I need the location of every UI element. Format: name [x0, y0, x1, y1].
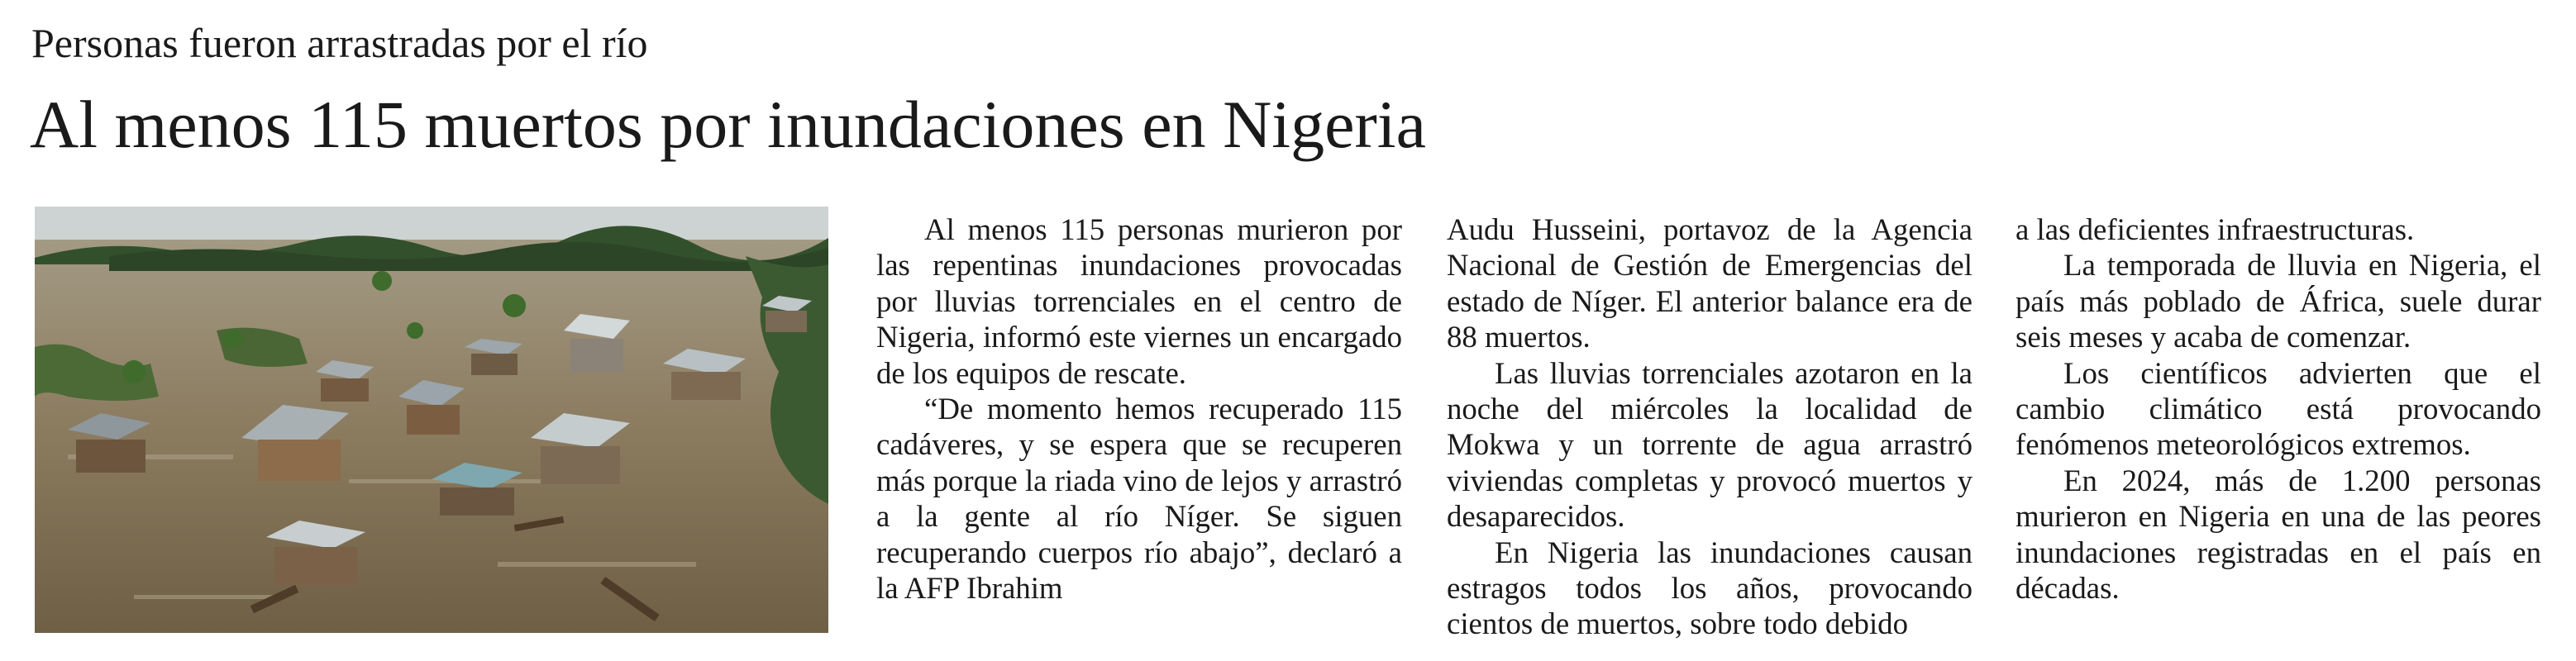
paragraph: “De momento hemos recuperado 115 cadáveres, y se espera que se recuperen más porque la riada vino de lejos y arrastró a la gente al río Níger. Se siguen recuperando cuerpos río abajo”, declaró a la AFP Ibrahim [876, 392, 1402, 606]
paragraph: Al menos 115 personas murieron por las repentinas inundaciones provocadas por lluvias torrenciales en el centro de Nigeria, informó este viernes un encargado de los equipos de rescate. [876, 212, 1402, 390]
article-column-1 [876, 212, 1402, 606]
paragraph: En 2024, más de 1.200 personas murieron en Nigeria en una de las peores inundaciones registradas en el país en décadas. [2015, 463, 2541, 606]
paragraph: Las lluvias torrenciales azotaron en la noche del miércoles la localidad de Mokwa y un torrente de agua arrastró viviendas completas y provocó muertos y desaparecidos. [1447, 355, 1973, 534]
flooded-village-photo [35, 207, 828, 633]
paragraph: En Nigeria las inundaciones causan estragos todos los años, provocando cientos de muertos, sobre todo debido [1447, 535, 1973, 641]
article-column-2 [1447, 212, 1973, 642]
paragraph: Audu Husseini, portavoz de la Agencia Nacional de Gestión de Emergencias del estado de Níger. El anterior balance era de 88 muertos. [1447, 212, 1973, 354]
paragraph: La temporada de lluvia en Nigeria, el país más poblado de África, suele durar seis meses y acaba de comenzar. [2015, 248, 2541, 354]
article-headline: Al menos 115 muertos por inundaciones en Nigeria [30, 87, 1426, 162]
paragraph: a las deficientes infraestructuras. [2015, 212, 2415, 246]
flood-photo-illustration [35, 207, 828, 633]
paragraph: Los científicos advierten que el cambio climático está provocando fenómenos meteorológicos extremos. [2015, 355, 2541, 462]
article-kicker: Personas fueron arrastradas por el río [31, 20, 648, 66]
article-column-3 [2015, 212, 2541, 606]
article-body [876, 212, 2546, 649]
